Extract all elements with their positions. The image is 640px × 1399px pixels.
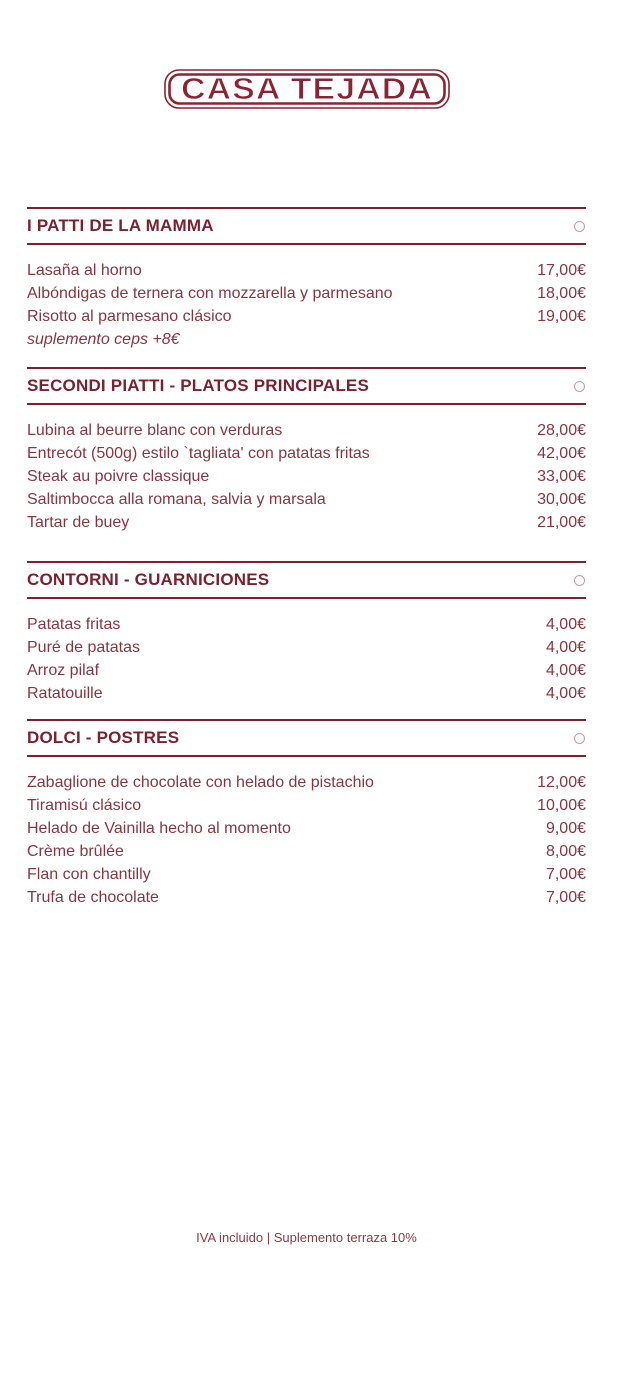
logo-text: CASA TEJADA [180,71,433,106]
section-toggle-icon[interactable] [574,575,585,586]
menu-item-price: 17,00€ [537,262,586,279]
menu-item-price: 8,00€ [545,843,586,860]
menu-item-row [27,511,586,534]
menu-section-sides [27,561,586,705]
menu-item-row [27,636,586,659]
menu-item-price: 4,00€ [545,616,586,633]
menu-item-name: Trufa de chocolate [27,889,159,906]
menu-list [27,245,586,351]
menu-item-name: Albóndigas de ternera con mozzarella y parmesano [27,285,393,302]
section-toggle-icon[interactable] [574,221,585,232]
menu-item-name: Entrecót (500g) estilo `tagliata' con patatas fritas [27,445,370,462]
section-toggle-icon[interactable] [574,733,585,744]
menu-item-row [27,259,586,282]
menu-section-mains [27,367,586,534]
menu-item-name: Steak au poivre classique [27,468,210,485]
menu-item-name: Lasaña al horno [27,262,142,279]
section-title: I PATTI DE LA MAMMA [27,216,214,235]
menu-supplement-note [27,328,586,351]
menu-item-row [27,613,586,636]
menu-item-row [27,465,586,488]
menu-item-row [27,659,586,682]
menu-item-row [27,419,586,442]
menu-item-row [27,282,586,305]
menu-item-price: 7,00€ [545,889,586,906]
menu-item-price: 4,00€ [545,662,586,679]
menu-item-name: Ratatouille [27,685,103,702]
section-title: CONTORNI - GUARNICIONES [27,570,270,589]
menu-item-price: 7,00€ [545,866,586,883]
menu-item-row [27,488,586,511]
menu-item-price: 28,00€ [537,422,586,439]
section-header [27,561,586,599]
restaurant-logo [27,0,586,109]
menu-item-row [27,817,586,840]
menu-item-name: Tartar de buey [27,514,130,531]
menu-item-price: 21,00€ [537,514,586,531]
menu-item-price: 18,00€ [537,285,586,302]
supplement-note-text: suplemento ceps +8€ [27,331,180,348]
menu-item-name: Puré de patatas [27,639,140,656]
menu-item-price: 42,00€ [537,445,586,462]
footer-note: IVA incluido | Suplemento terraza 10% [196,1230,417,1245]
section-header [27,719,586,757]
menu-item-price: 10,00€ [537,797,586,814]
menu-section-desserts [27,719,586,909]
logo-badge [164,69,450,109]
menu-item-name: Tiramisú clásico [27,797,142,814]
menu-item-price: 33,00€ [537,468,586,485]
menu-item-name: Flan con chantilly [27,866,151,883]
menu-list [27,599,586,705]
menu-item-name: Patatas fritas [27,616,121,633]
menu-item-row [27,840,586,863]
section-title: DOLCI - POSTRES [27,728,180,747]
menu-item-name: Crème brûlée [27,843,124,860]
menu-item-row [27,794,586,817]
menu-item-row [27,771,586,794]
menu-item-price: 9,00€ [545,820,586,837]
menu-item-row [27,886,586,909]
menu-item-row [27,305,586,328]
menu-item-price: 4,00€ [545,639,586,656]
menu-list [27,757,586,909]
menu-item-price: 12,00€ [537,774,586,791]
section-header [27,207,586,245]
menu-item-price: 19,00€ [537,308,586,325]
menu-item-name: Helado de Vainilla hecho al momento [27,820,291,837]
menu-item-name: Lubina al beurre blanc con verduras [27,422,283,439]
section-header [27,367,586,405]
menu-list [27,405,586,534]
menu-item-name: Risotto al parmesano clásico [27,308,232,325]
section-title: SECONDI PIATTI - PLATOS PRINCIPALES [27,376,369,395]
menu-item-name: Zabaglione de chocolate con helado de pistachio [27,774,374,791]
menu-item-price: 30,00€ [537,491,586,508]
menu-item-name: Saltimbocca alla romana, salvia y marsala [27,491,326,508]
menu-item-row [27,863,586,886]
menu-item-name: Arroz pilaf [27,662,100,679]
menu-item-row [27,442,586,465]
menu-item-price: 4,00€ [545,685,586,702]
menu-item-row [27,682,586,705]
menu-section-pasta [27,207,586,351]
section-toggle-icon[interactable] [574,381,585,392]
